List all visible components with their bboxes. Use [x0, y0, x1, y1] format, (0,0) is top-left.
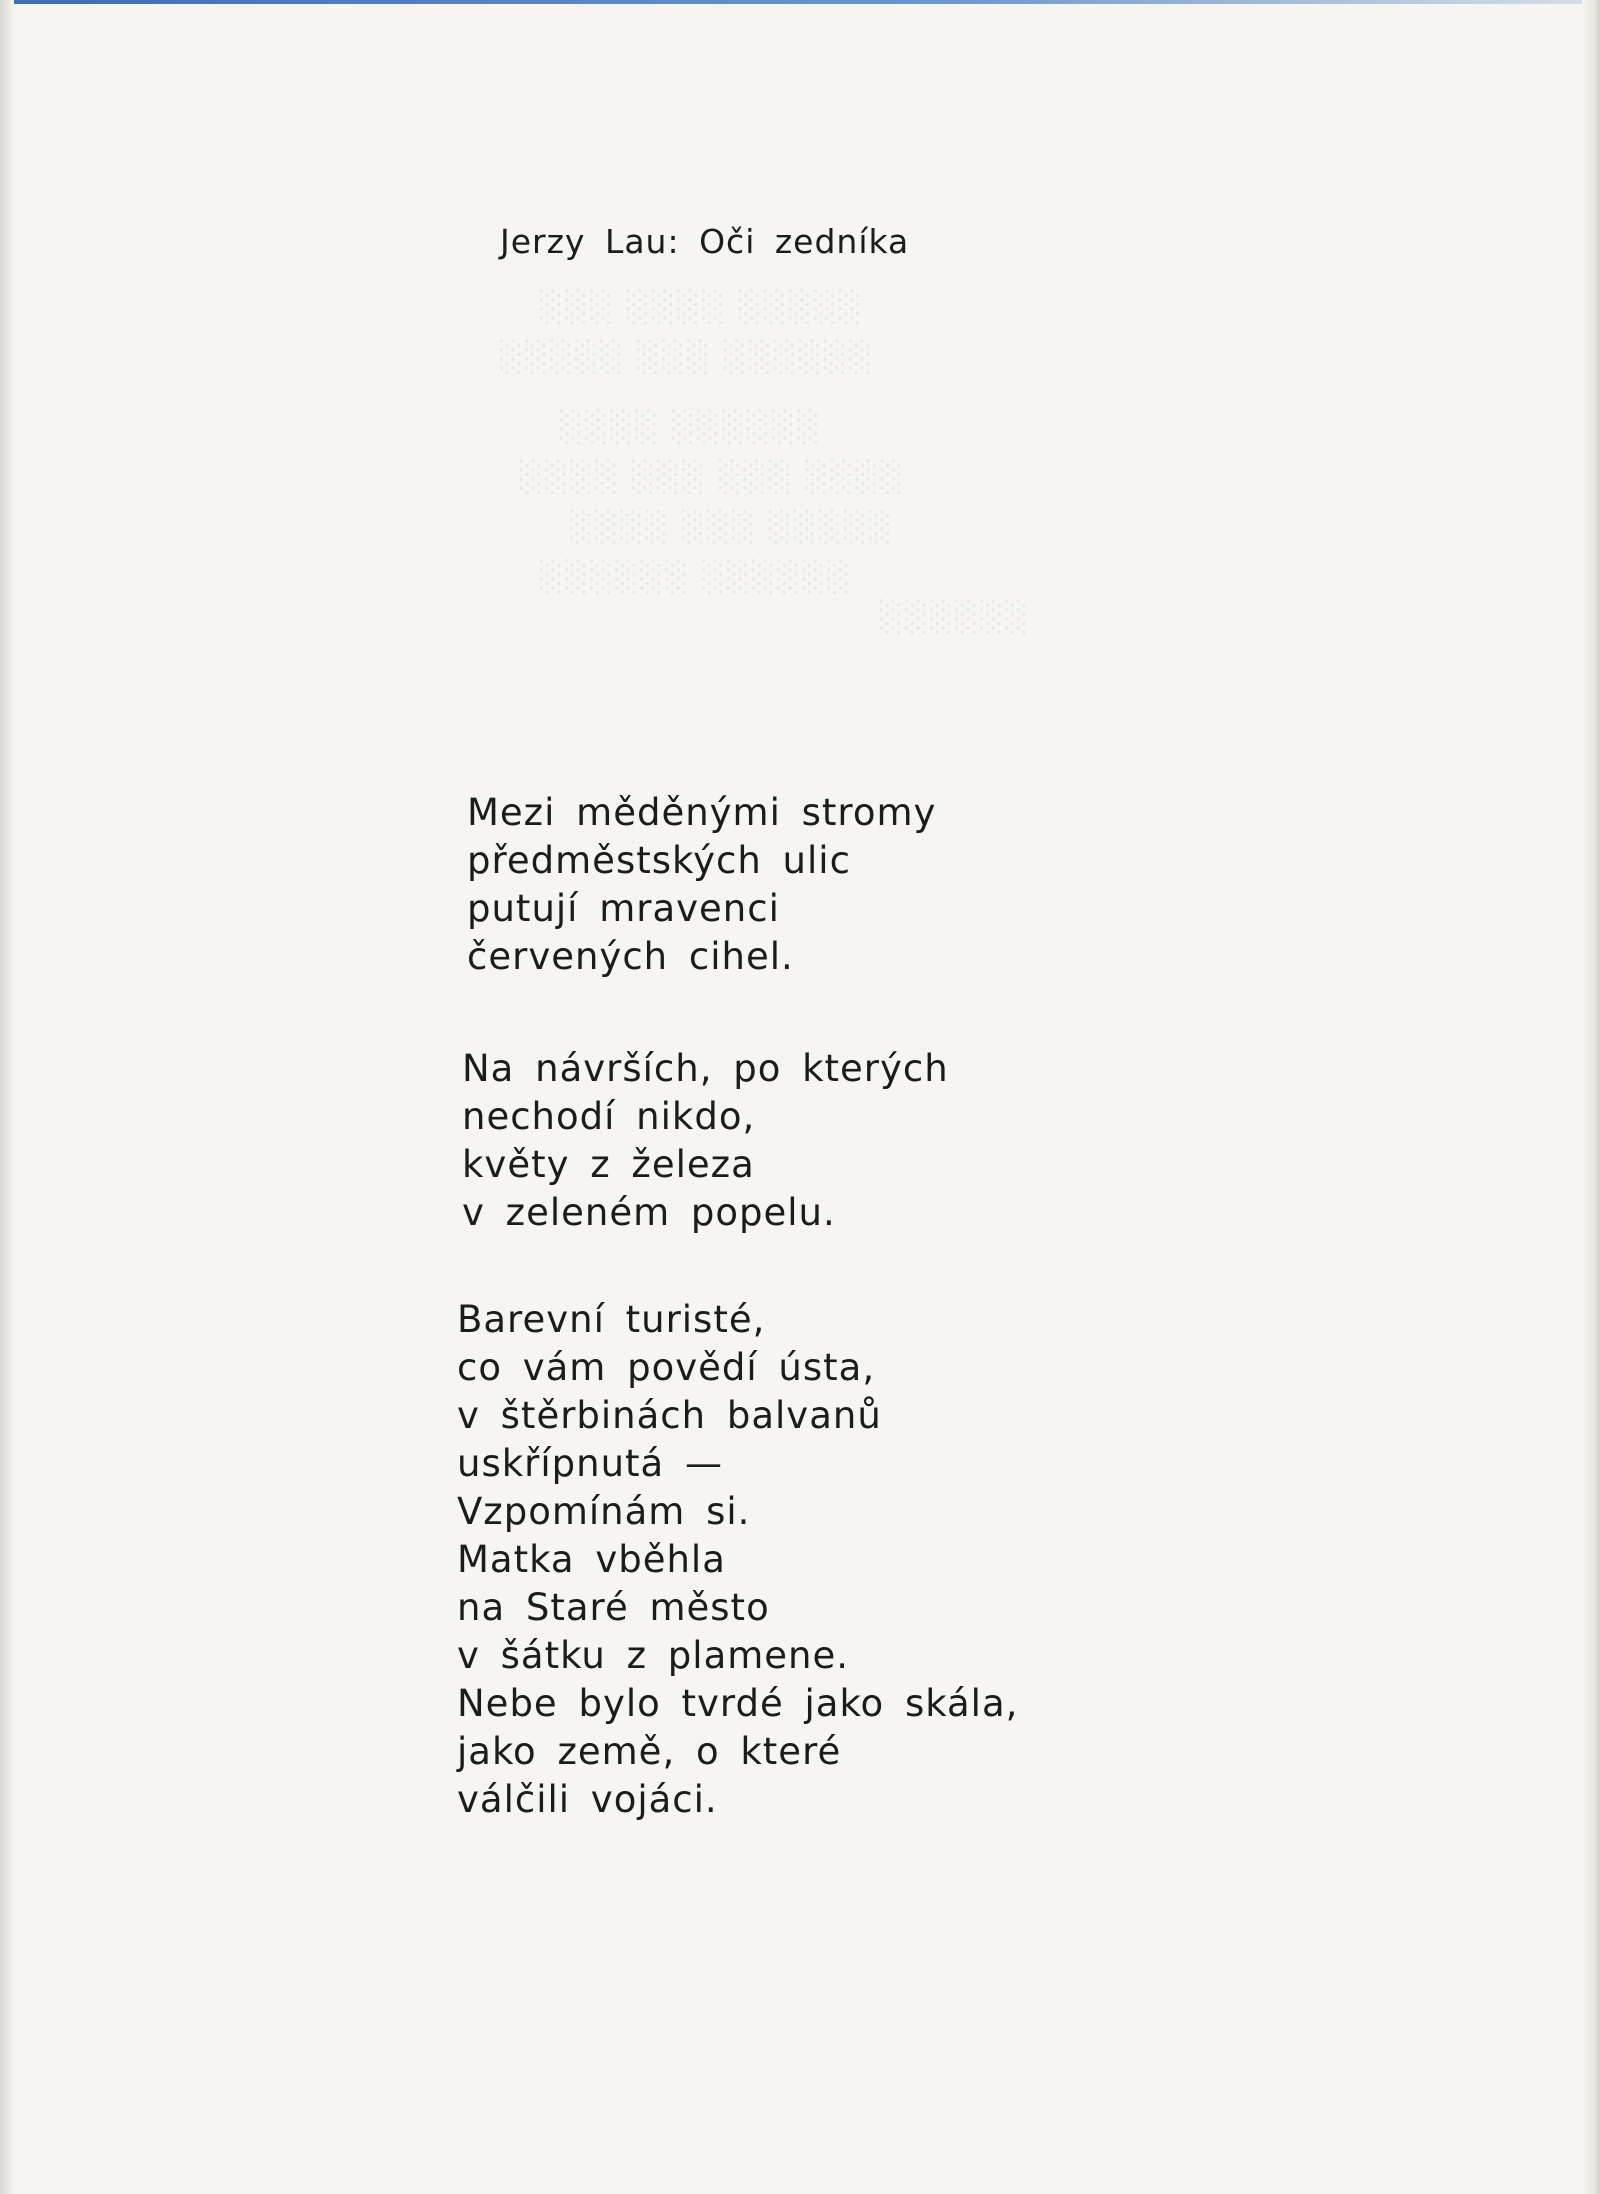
stanza-2 — [462, 1045, 949, 1237]
show-through-texture: ░░░░░ ░░░ ░░░░░░ — [500, 340, 875, 375]
poem-line: Matka vběhla — [457, 1538, 726, 1581]
poem-line: Mezi měděnými stromy — [467, 791, 937, 834]
page-left-edge — [0, 0, 14, 2194]
poem-line: nechodí nikdo, — [462, 1095, 756, 1138]
poem-line: červených cihel. — [467, 935, 794, 978]
poem-line: květy z železa — [462, 1143, 755, 1186]
poem-line: na Staré město — [457, 1586, 770, 1629]
poem-line: co vám povědí ústa, — [457, 1346, 876, 1389]
stanza-3 — [457, 1296, 1018, 1824]
show-through-texture: ░░░ ░░░░ ░░░░░ — [540, 290, 864, 325]
poem-line: Na návrších, po kterých — [462, 1047, 949, 1090]
poem-line: Barevní turisté, — [457, 1298, 766, 1341]
poem-line: v zeleném popelu. — [462, 1191, 836, 1234]
poem-line: předměstských ulic — [467, 839, 851, 882]
show-through-texture: ░░░░░░ — [880, 600, 1031, 635]
poem-heading: Jerzy Lau: Oči zedníka — [500, 222, 910, 261]
show-through-texture: ░░░░ ░░░ ░░░░░ — [570, 510, 894, 545]
show-through-texture: ░░░░ ░░░░░░ — [560, 410, 823, 445]
page-right-edge — [1582, 0, 1600, 2194]
poem-line: v štěrbinách balvanů — [457, 1394, 882, 1437]
poem-line: válčili vojáci. — [457, 1778, 718, 1821]
poem-line: jako země, o které — [457, 1730, 842, 1773]
show-through-texture: ░░░░░░ ░░░░░░ — [540, 560, 853, 595]
poem-line: v šátku z plamene. — [457, 1634, 850, 1677]
show-through-texture: ░░░░ ░░░ ░░░ ░░░░ — [520, 460, 906, 495]
stanza-1 — [467, 789, 936, 981]
poem-line: Nebe bylo tvrdé jako skála, — [457, 1682, 1019, 1725]
page-top-edge — [0, 0, 1600, 4]
poem-line: Vzpomínám si. — [457, 1490, 751, 1533]
poem-line: uskřípnutá — — [457, 1442, 723, 1485]
poem-line: putují mravenci — [467, 887, 780, 930]
